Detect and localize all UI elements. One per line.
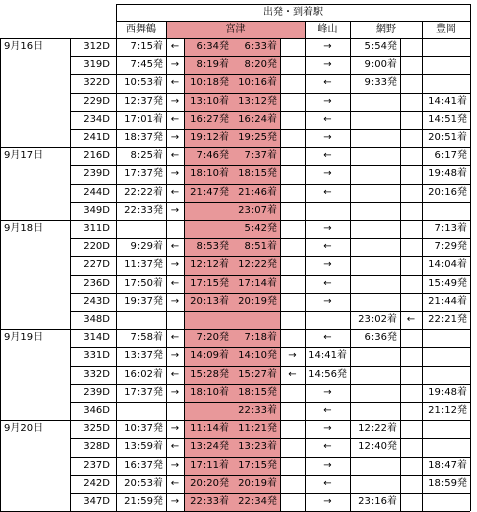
station-header: 豊岡 xyxy=(436,24,456,35)
time-cell: 7:20発 xyxy=(196,332,229,344)
date-train-divider xyxy=(70,38,71,511)
time-cell: 16:24着 xyxy=(238,113,277,125)
train-number: 237D xyxy=(83,459,110,471)
station-header: 峰山 xyxy=(317,24,338,35)
direction-arrow: → xyxy=(170,350,180,362)
direction-arrow: → xyxy=(323,295,332,307)
time-cell: 14:10発 xyxy=(238,350,277,362)
cell-divider xyxy=(166,38,167,511)
time-cell: 17:15発 xyxy=(238,459,277,471)
time-cell: 19:48着 xyxy=(428,386,467,398)
row-divider xyxy=(70,402,470,403)
train-number: 234D xyxy=(83,113,110,125)
time-cell: 22:21発 xyxy=(428,314,467,325)
row-divider xyxy=(70,238,470,239)
direction-arrow: → xyxy=(323,496,332,507)
time-cell: 19:25発 xyxy=(238,132,277,143)
time-cell: 20:19発 xyxy=(238,295,277,307)
time-cell: 8:20発 xyxy=(244,59,277,71)
row-divider xyxy=(70,93,470,94)
time-cell: 13:59着 xyxy=(124,441,163,453)
train-number: 325D xyxy=(83,423,110,435)
station-header: 宮津 xyxy=(166,21,305,38)
header-top-border xyxy=(116,4,470,5)
direction-arrow: ← xyxy=(323,77,332,89)
time-cell: 8:25着 xyxy=(130,150,163,162)
time-cell: 20:53着 xyxy=(124,477,163,489)
row-divider xyxy=(70,347,470,348)
direction-arrow: ← xyxy=(323,477,332,489)
time-cell: 11:37発 xyxy=(124,259,163,271)
time-cell: 7:58着 xyxy=(130,332,163,344)
time-cell: 19:48着 xyxy=(428,168,467,180)
time-cell: 13:12発 xyxy=(238,95,277,107)
row-divider xyxy=(70,56,470,57)
direction-arrow: ← xyxy=(170,477,180,489)
direction-arrow: ← xyxy=(170,368,180,380)
row-divider xyxy=(70,311,470,312)
time-cell: 6:17発 xyxy=(434,150,467,162)
time-cell: 7:45発 xyxy=(130,59,163,71)
cell-divider xyxy=(280,38,281,511)
time-cell: 7:29発 xyxy=(434,241,467,253)
train-number: 239D xyxy=(83,168,110,180)
time-cell: 20:16発 xyxy=(428,186,467,198)
header-mid-border xyxy=(116,21,470,22)
time-cell: 10:37発 xyxy=(124,423,163,435)
time-cell: 18:10着 xyxy=(190,386,229,398)
date-label: 9月18日 xyxy=(4,223,44,234)
time-cell: 18:59発 xyxy=(428,477,467,489)
time-cell: 17:15発 xyxy=(190,277,229,289)
time-cell: 22:33着 xyxy=(190,496,229,507)
time-cell: 12:12着 xyxy=(190,259,229,271)
cell-divider xyxy=(184,38,185,511)
date-label: 9月19日 xyxy=(4,332,44,344)
time-cell: 14:56発 xyxy=(308,368,347,380)
train-number: 322D xyxy=(83,77,110,89)
row-divider xyxy=(70,275,470,276)
time-cell: 22:22着 xyxy=(124,186,163,198)
time-cell: 14:51発 xyxy=(428,113,467,125)
time-cell: 8:53発 xyxy=(196,241,229,253)
time-cell: 10:18発 xyxy=(190,77,229,89)
cell-divider xyxy=(305,38,306,511)
direction-arrow: → xyxy=(323,168,332,180)
time-cell: 12:40発 xyxy=(358,441,397,453)
time-cell: 8:51着 xyxy=(244,241,277,253)
direction-arrow: ← xyxy=(170,241,180,253)
table-header-title: 出発・到着駅 xyxy=(263,7,323,18)
train-number: 227D xyxy=(83,259,110,271)
direction-arrow: ← xyxy=(323,405,332,416)
time-cell: 9:29着 xyxy=(130,241,163,253)
row-divider xyxy=(70,366,470,367)
time-cell: 20:13着 xyxy=(190,295,229,307)
row-divider xyxy=(70,293,470,294)
direction-arrow: → xyxy=(288,350,297,362)
time-cell: 22:33着 xyxy=(238,405,277,416)
miyazu-band xyxy=(184,311,280,329)
time-cell: 12:37発 xyxy=(124,95,163,107)
direction-arrow: ← xyxy=(323,441,332,453)
train-number: 220D xyxy=(83,241,110,253)
time-cell: 10:53着 xyxy=(124,77,163,89)
direction-arrow: → xyxy=(323,259,332,271)
direction-arrow: ← xyxy=(323,277,332,289)
time-cell: 7:15着 xyxy=(130,41,163,52)
time-cell: 17:37発 xyxy=(124,386,163,398)
time-cell: 19:12着 xyxy=(190,132,229,143)
time-cell: 13:24発 xyxy=(190,441,229,453)
time-cell: 12:22発 xyxy=(238,259,277,271)
row-divider xyxy=(70,129,470,130)
row-divider xyxy=(70,74,470,75)
cell-divider xyxy=(422,38,423,511)
direction-arrow: → xyxy=(323,223,332,234)
time-cell: 11:21発 xyxy=(238,423,277,435)
time-cell: 17:37発 xyxy=(124,168,163,180)
time-cell: 23:07着 xyxy=(238,204,277,216)
train-number: 347D xyxy=(83,496,110,507)
row-divider xyxy=(70,493,470,494)
time-cell: 21:47発 xyxy=(190,186,229,198)
time-cell: 15:28発 xyxy=(190,368,229,380)
time-cell: 14:41着 xyxy=(308,350,347,362)
date-label: 9月17日 xyxy=(4,150,44,162)
direction-arrow: ← xyxy=(170,277,180,289)
time-cell: 13:23着 xyxy=(238,441,277,453)
time-cell: 22:33発 xyxy=(124,204,163,216)
time-cell: 5:42発 xyxy=(244,223,277,234)
direction-arrow: → xyxy=(170,59,180,71)
train-number: 332D xyxy=(83,368,110,380)
direction-arrow: ← xyxy=(170,332,180,344)
row-divider xyxy=(70,384,470,385)
row-divider xyxy=(70,165,470,166)
time-cell: 10:16着 xyxy=(238,77,277,89)
direction-arrow: → xyxy=(170,259,180,271)
time-cell: 18:15発 xyxy=(238,386,277,398)
time-cell: 7:46発 xyxy=(196,150,229,162)
train-number: 229D xyxy=(83,95,110,107)
train-number: 243D xyxy=(83,295,110,307)
time-cell: 15:27着 xyxy=(238,368,277,380)
time-cell: 20:19着 xyxy=(238,477,277,489)
left-border xyxy=(0,38,1,511)
time-cell: 17:50着 xyxy=(124,277,163,289)
time-cell: 11:14着 xyxy=(190,423,229,435)
time-cell: 6:36発 xyxy=(364,332,397,344)
time-cell: 19:37発 xyxy=(124,295,163,307)
train-number: 241D xyxy=(83,132,110,143)
time-cell: 18:47着 xyxy=(428,459,467,471)
direction-arrow: → xyxy=(323,59,332,71)
train-number: 242D xyxy=(83,477,110,489)
direction-arrow: ← xyxy=(170,441,180,453)
direction-arrow: ← xyxy=(323,113,332,125)
train-number: 331D xyxy=(83,350,110,362)
direction-arrow: ← xyxy=(323,332,332,344)
direction-arrow: → xyxy=(170,496,180,507)
train-number: 244D xyxy=(83,186,110,198)
direction-arrow: → xyxy=(323,459,332,471)
row-divider xyxy=(70,475,470,476)
row-divider xyxy=(70,256,470,257)
time-cell: 14:41着 xyxy=(428,95,467,107)
direction-arrow: ← xyxy=(323,241,332,253)
cell-divider xyxy=(400,38,401,511)
date-label: 9月20日 xyxy=(4,423,44,435)
train-number: 319D xyxy=(83,59,110,71)
time-cell: 9:33発 xyxy=(364,77,397,89)
direction-arrow: → xyxy=(170,295,180,307)
time-cell: 6:34発 xyxy=(196,41,229,52)
time-cell: 21:12発 xyxy=(428,405,467,416)
train-number: 312D xyxy=(83,41,110,52)
column-divider xyxy=(470,4,471,511)
column-divider xyxy=(116,4,117,511)
direction-arrow: ← xyxy=(323,150,332,162)
time-cell: 17:11着 xyxy=(190,459,229,471)
train-number: 239D xyxy=(83,386,110,398)
direction-arrow: ← xyxy=(170,41,180,52)
station-header: 網野 xyxy=(376,24,396,35)
time-cell: 23:16着 xyxy=(358,496,397,507)
time-cell: 14:04着 xyxy=(428,259,467,271)
direction-arrow: → xyxy=(323,41,332,52)
time-cell: 18:37発 xyxy=(124,132,163,143)
row-divider xyxy=(70,202,470,203)
time-cell: 12:22着 xyxy=(358,423,397,435)
direction-arrow: → xyxy=(323,132,332,143)
row-divider xyxy=(70,457,470,458)
train-number: 346D xyxy=(83,405,110,416)
direction-arrow: → xyxy=(170,168,180,180)
station-header: 西舞鶴 xyxy=(126,24,156,35)
direction-arrow: → xyxy=(170,204,180,216)
row-divider xyxy=(70,438,470,439)
time-cell: 13:10着 xyxy=(190,95,229,107)
train-number: 348D xyxy=(83,314,110,325)
direction-arrow: → xyxy=(170,132,180,143)
direction-arrow: ← xyxy=(170,77,180,89)
time-cell: 21:44着 xyxy=(428,295,467,307)
time-cell: 16:02着 xyxy=(124,368,163,380)
time-cell: 21:46着 xyxy=(238,186,277,198)
direction-arrow: ← xyxy=(170,186,180,198)
time-cell: 23:02着 xyxy=(358,314,397,325)
time-cell: 21:59発 xyxy=(124,496,163,507)
train-number: 314D xyxy=(83,332,110,344)
time-cell: 6:33着 xyxy=(244,41,277,52)
time-cell: 16:37発 xyxy=(124,459,163,471)
time-cell: 7:13着 xyxy=(434,223,467,234)
time-cell: 17:14着 xyxy=(238,277,277,289)
train-number: 328D xyxy=(83,441,110,453)
direction-arrow: ← xyxy=(170,113,180,125)
train-number: 216D xyxy=(83,150,110,162)
time-cell: 7:37着 xyxy=(244,150,277,162)
train-number: 349D xyxy=(83,204,110,216)
train-number: 236D xyxy=(83,277,110,289)
date-label: 9月16日 xyxy=(4,41,44,52)
time-cell: 20:20発 xyxy=(190,477,229,489)
direction-arrow: → xyxy=(170,423,180,435)
time-cell: 17:01着 xyxy=(124,113,163,125)
direction-arrow: → xyxy=(323,386,332,398)
time-cell: 13:37発 xyxy=(124,350,163,362)
direction-arrow: ← xyxy=(406,314,416,325)
direction-arrow: → xyxy=(170,95,180,107)
direction-arrow: → xyxy=(170,459,180,471)
time-cell: 16:27発 xyxy=(190,113,229,125)
time-cell: 5:54発 xyxy=(364,41,397,52)
time-cell: 20:51着 xyxy=(428,132,467,143)
direction-arrow: → xyxy=(323,95,332,107)
time-cell: 18:15発 xyxy=(238,168,277,180)
time-cell: 18:10着 xyxy=(190,168,229,180)
time-cell: 7:18着 xyxy=(244,332,277,344)
time-cell: 14:09着 xyxy=(190,350,229,362)
row-divider xyxy=(70,111,470,112)
direction-arrow: ← xyxy=(170,150,180,162)
direction-arrow: ← xyxy=(323,186,332,198)
cell-divider xyxy=(350,38,351,511)
row-divider xyxy=(70,184,470,185)
time-cell: 9:00着 xyxy=(364,59,397,71)
direction-arrow: ← xyxy=(288,368,297,380)
train-number: 311D xyxy=(83,223,110,234)
direction-arrow: → xyxy=(170,386,180,398)
direction-arrow: → xyxy=(323,423,332,435)
time-cell: 8:19着 xyxy=(196,59,229,71)
time-cell: 15:49発 xyxy=(428,277,467,289)
time-cell: 22:34発 xyxy=(238,496,277,507)
